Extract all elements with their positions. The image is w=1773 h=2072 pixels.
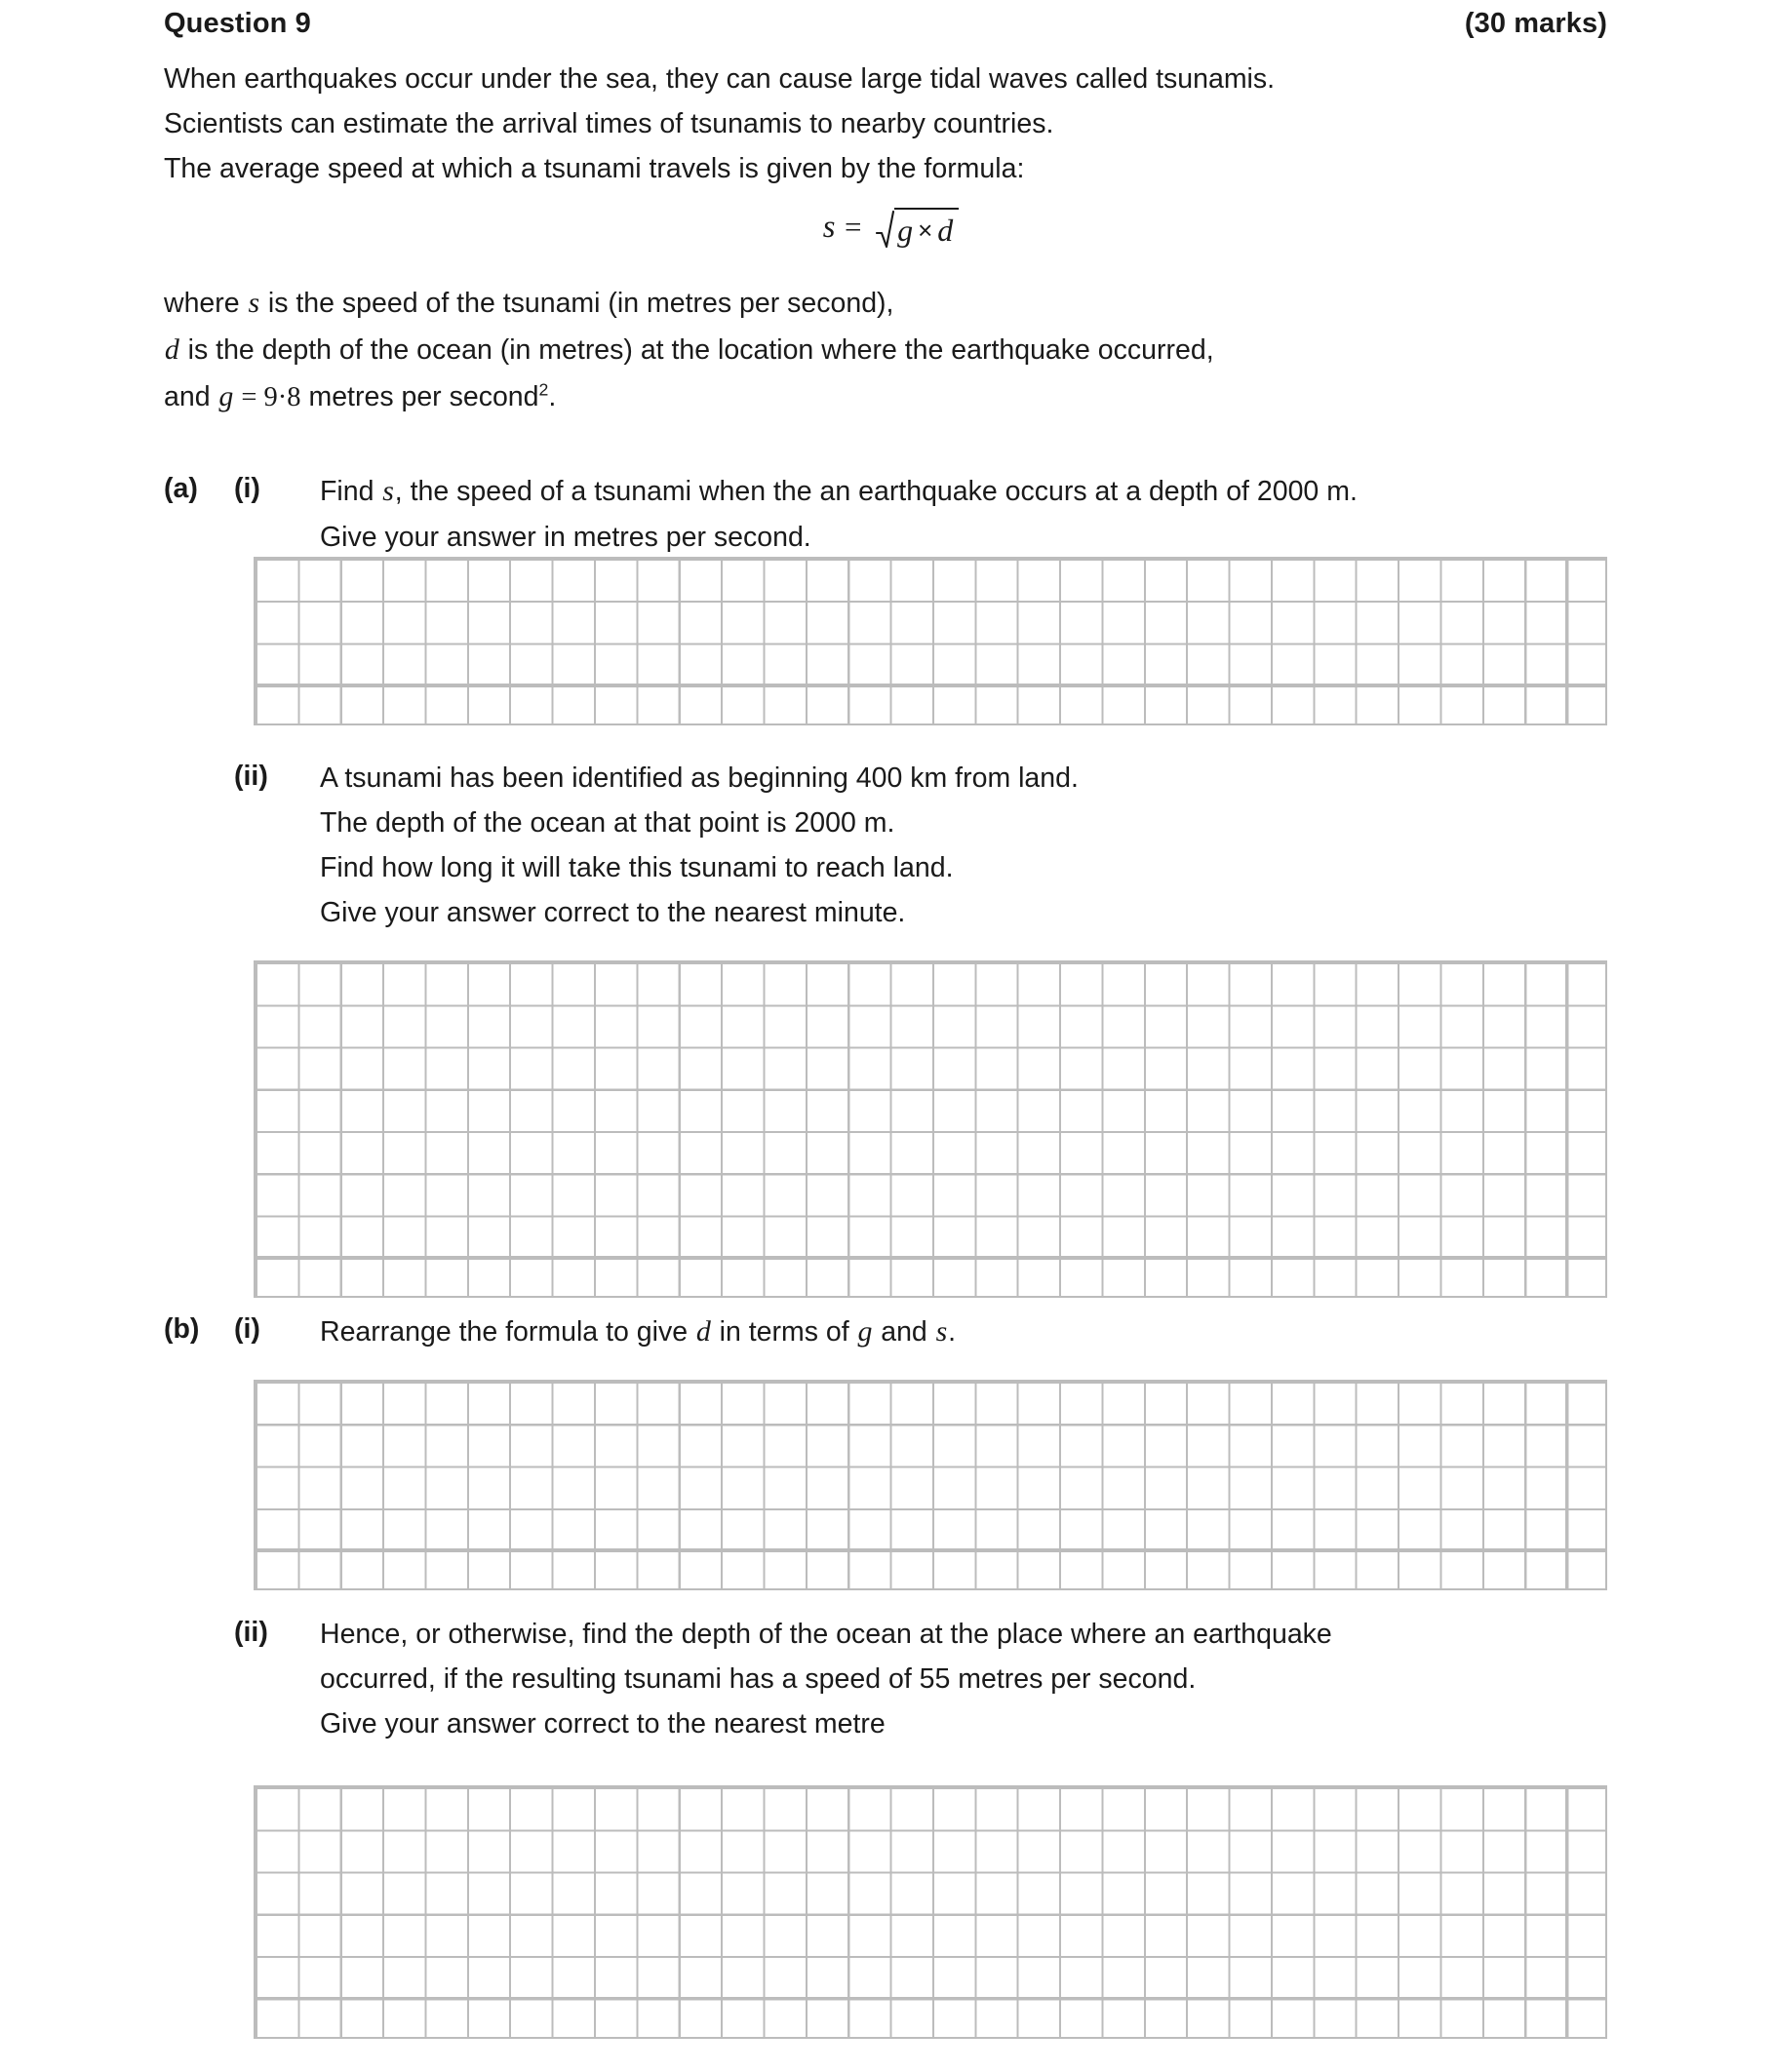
formula-equals: = — [844, 210, 862, 245]
part-a-i-text — [320, 473, 1617, 556]
grid-bottom-edge — [256, 723, 1607, 725]
formula-lhs: s — [822, 210, 836, 246]
radicand — [894, 208, 959, 251]
stem-line-1: When earthquakes occur under the sea, they can cause large tidal waves called tsunamis. — [164, 63, 1276, 95]
answer-grid-b-ii[interactable] — [254, 1785, 1607, 2039]
grid-vertical-lines — [256, 962, 1607, 1298]
part-a-i-line-1 — [320, 473, 1617, 511]
marks-label: (30 marks) — [1464, 8, 1607, 39]
multiplication-sign: × — [918, 215, 933, 245]
definition-g — [164, 378, 1617, 416]
grid-horizontal-lines — [256, 559, 1607, 725]
definition-g-prefix: and — [164, 380, 218, 412]
page-title: Question 9 — [164, 8, 311, 39]
part-a-i-label: (i) — [234, 473, 260, 504]
part-a-i — [164, 473, 1617, 556]
gravity-unit: metres per second — [300, 380, 539, 412]
radicand-g: g — [897, 213, 914, 248]
grid-horizontal-lines — [256, 962, 1607, 1298]
stem-line-2: Scientists can estimate the arrival times of tsunamis to nearby countries. — [164, 108, 1054, 140]
part-b-label: (b) — [164, 1313, 200, 1345]
square-root-expression — [876, 208, 959, 251]
speed-formula — [164, 208, 1617, 251]
part-b-i-text — [320, 1313, 1617, 1351]
part-a-ii-outer-spacer — [164, 761, 234, 931]
definition-g-period: . — [548, 380, 557, 412]
grid-horizontal-lines — [256, 1787, 1607, 2039]
answer-grid-a-ii[interactable] — [254, 960, 1607, 1298]
question-stem — [164, 61, 1617, 196]
definition-d — [164, 332, 1617, 370]
grid-right-edge — [1605, 1382, 1607, 1590]
variable-definitions — [164, 285, 1617, 425]
grid-right-edge — [1605, 559, 1607, 725]
part-b-ii — [164, 1617, 1617, 1742]
unit-exponent: 2 — [538, 379, 549, 400]
part-b-ii-text — [320, 1617, 1617, 1742]
definition-s — [164, 285, 1617, 323]
gravity-value: 9·8 — [263, 381, 301, 412]
grid-right-edge — [1605, 962, 1607, 1298]
grid-vertical-lines — [256, 1787, 1607, 2039]
part-a-ii-label: (ii) — [234, 761, 268, 792]
grid-vertical-lines — [256, 1382, 1607, 1590]
part-a-ii — [164, 761, 1617, 931]
grid-right-edge — [1605, 1787, 1607, 2039]
part-b-ii-outer-spacer — [164, 1617, 234, 1742]
part-a-ii-text — [320, 761, 1617, 931]
part-b-ii-line-1: Hence, or otherwise, find the depth of the ocean at the place where an earthquake — [320, 1619, 1332, 1650]
part-b-i-prefix: Rearrange the formula to give — [320, 1316, 695, 1348]
part-b-i-variable-s: s — [935, 1315, 948, 1348]
part-b-ii-line-2: occurred, if the resulting tsunami has a speed of 55 metres per second. — [320, 1663, 1197, 1696]
definition-d-suffix: is the depth of the ocean (in metres) at the location where the earthquake occurred, — [179, 333, 1214, 366]
radical-sign-icon — [876, 210, 894, 253]
definition-g-equals: = — [234, 381, 264, 412]
question-header — [164, 8, 1607, 40]
part-b-i-variable-g: g — [857, 1315, 873, 1348]
part-a-i-line1-pre: Find — [320, 476, 382, 507]
part-b-i-label: (i) — [234, 1313, 260, 1345]
grid-bottom-edge — [256, 1588, 1607, 1590]
part-b-i-mid: in terms of — [711, 1316, 857, 1348]
part-b-ii-line-3: Give your answer correct to the nearest metre — [320, 1708, 886, 1740]
answer-grid-a-i[interactable] — [254, 557, 1607, 725]
grid-bottom-edge — [256, 2037, 1607, 2039]
answer-grid-b-i[interactable] — [254, 1380, 1607, 1590]
definition-s-suffix: is the speed of the tsunami (in metres per second), — [259, 288, 894, 319]
variable-s: s — [248, 287, 260, 319]
part-b-i-line-1 — [320, 1313, 1617, 1351]
grid-vertical-lines — [256, 559, 1607, 725]
part-a-i-variable-s: s — [382, 475, 394, 507]
part-b-ii-label: (ii) — [234, 1617, 268, 1648]
part-b-i — [164, 1313, 1617, 1351]
stem-line-3: The average speed at which a tsunami travels is given by the formula: — [164, 153, 1025, 185]
definition-s-prefix: where — [164, 288, 248, 319]
variable-d: d — [164, 332, 179, 366]
part-b-i-period: . — [948, 1316, 957, 1348]
part-b-i-and: and — [873, 1316, 935, 1348]
grid-bottom-edge — [256, 1296, 1607, 1298]
part-a-ii-line-1: A tsunami has been identified as beginning 400 km from land. — [320, 762, 1079, 794]
grid-horizontal-lines — [256, 1382, 1607, 1590]
part-a-i-line-2: Give your answer in metres per second. — [320, 521, 811, 553]
radicand-d: d — [937, 213, 954, 248]
part-b-i-variable-d: d — [695, 1315, 711, 1348]
part-a-i-line1-post: , the speed of a tsunami when the an earthquake occurs at a depth of 2000 m. — [394, 476, 1358, 507]
variable-g: g — [218, 379, 234, 412]
part-a-label: (a) — [164, 473, 198, 504]
part-a-ii-line-4: Give your answer correct to the nearest minute. — [320, 897, 906, 929]
part-a-ii-line-2: The depth of the ocean at that point is 2000 m. — [320, 807, 895, 840]
part-a-ii-line-3: Find how long it will take this tsunami to reach land. — [320, 852, 954, 884]
